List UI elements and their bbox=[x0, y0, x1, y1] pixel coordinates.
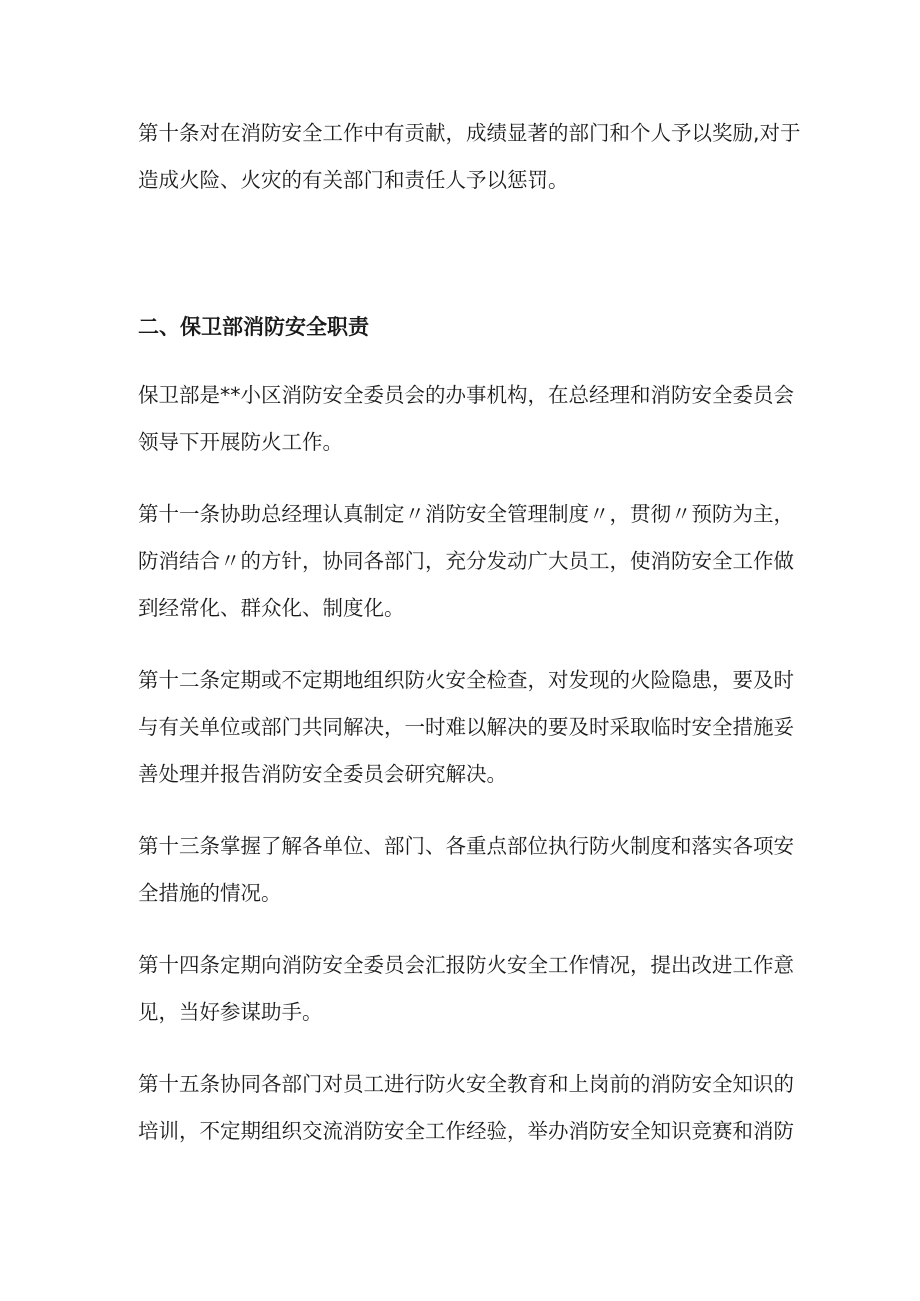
text-line: 领导下开展防火工作。 bbox=[138, 430, 343, 454]
text-line: 第十四条定期向消防安全委员会汇报防火安全工作情况，提出改进工作意 bbox=[138, 953, 794, 977]
article-12-paragraph bbox=[138, 657, 794, 798]
text-line: 见，当好参谋助手。 bbox=[138, 1000, 323, 1024]
article-13-paragraph bbox=[138, 823, 794, 917]
text-line: 保卫部是**小区消防安全委员会的办事机构，在总经理和消防安全委员会 bbox=[138, 383, 794, 407]
text-line: 造成火险、火灾的有关部门和责任人予以惩罚。 bbox=[138, 168, 569, 192]
section-heading: 二、保卫部消防安全职责 bbox=[138, 315, 369, 339]
security-dept-intro-paragraph bbox=[138, 372, 794, 466]
article-11-paragraph bbox=[138, 491, 794, 632]
text-line: 第十一条协助总经理认真制定〃消防安全管理制度〃，贯彻〃预防为主， bbox=[138, 502, 794, 526]
article-15-paragraph bbox=[138, 1061, 794, 1155]
article-14-paragraph bbox=[138, 942, 794, 1036]
text-line: 防消结合〃的方针，协同各部门，充分发动广大员工，使消防安全工作做 bbox=[138, 549, 794, 573]
article-10-paragraph bbox=[138, 110, 801, 204]
text-line: 与有关单位或部门共同解决，一时难以解决的要及时采取临时安全措施妥 bbox=[138, 715, 794, 739]
text-line: 第十五条协同各部门对员工进行防火安全教育和上岗前的消防安全知识的 bbox=[138, 1072, 794, 1096]
text-line: 第十三条掌握了解各单位、部门、各重点部位执行防火制度和落实各项安 bbox=[138, 834, 794, 858]
text-line: 全措施的情况。 bbox=[138, 881, 282, 905]
text-line: 培训，不定期组织交流消防安全工作经验，举办消防安全知识竞赛和消防 bbox=[138, 1119, 794, 1143]
text-line: 第十条对在消防安全工作中有贡献，成绩显著的部门和个人予以奖励,对于 bbox=[138, 121, 801, 145]
text-line: 善处理并报告消防安全委员会研究解决。 bbox=[138, 762, 507, 786]
text-line: 到经常化、群众化、制度化。 bbox=[138, 596, 405, 620]
text-line: 第十二条定期或不定期地组织防火安全检查，对发现的火险隐患，要及时 bbox=[138, 668, 794, 692]
